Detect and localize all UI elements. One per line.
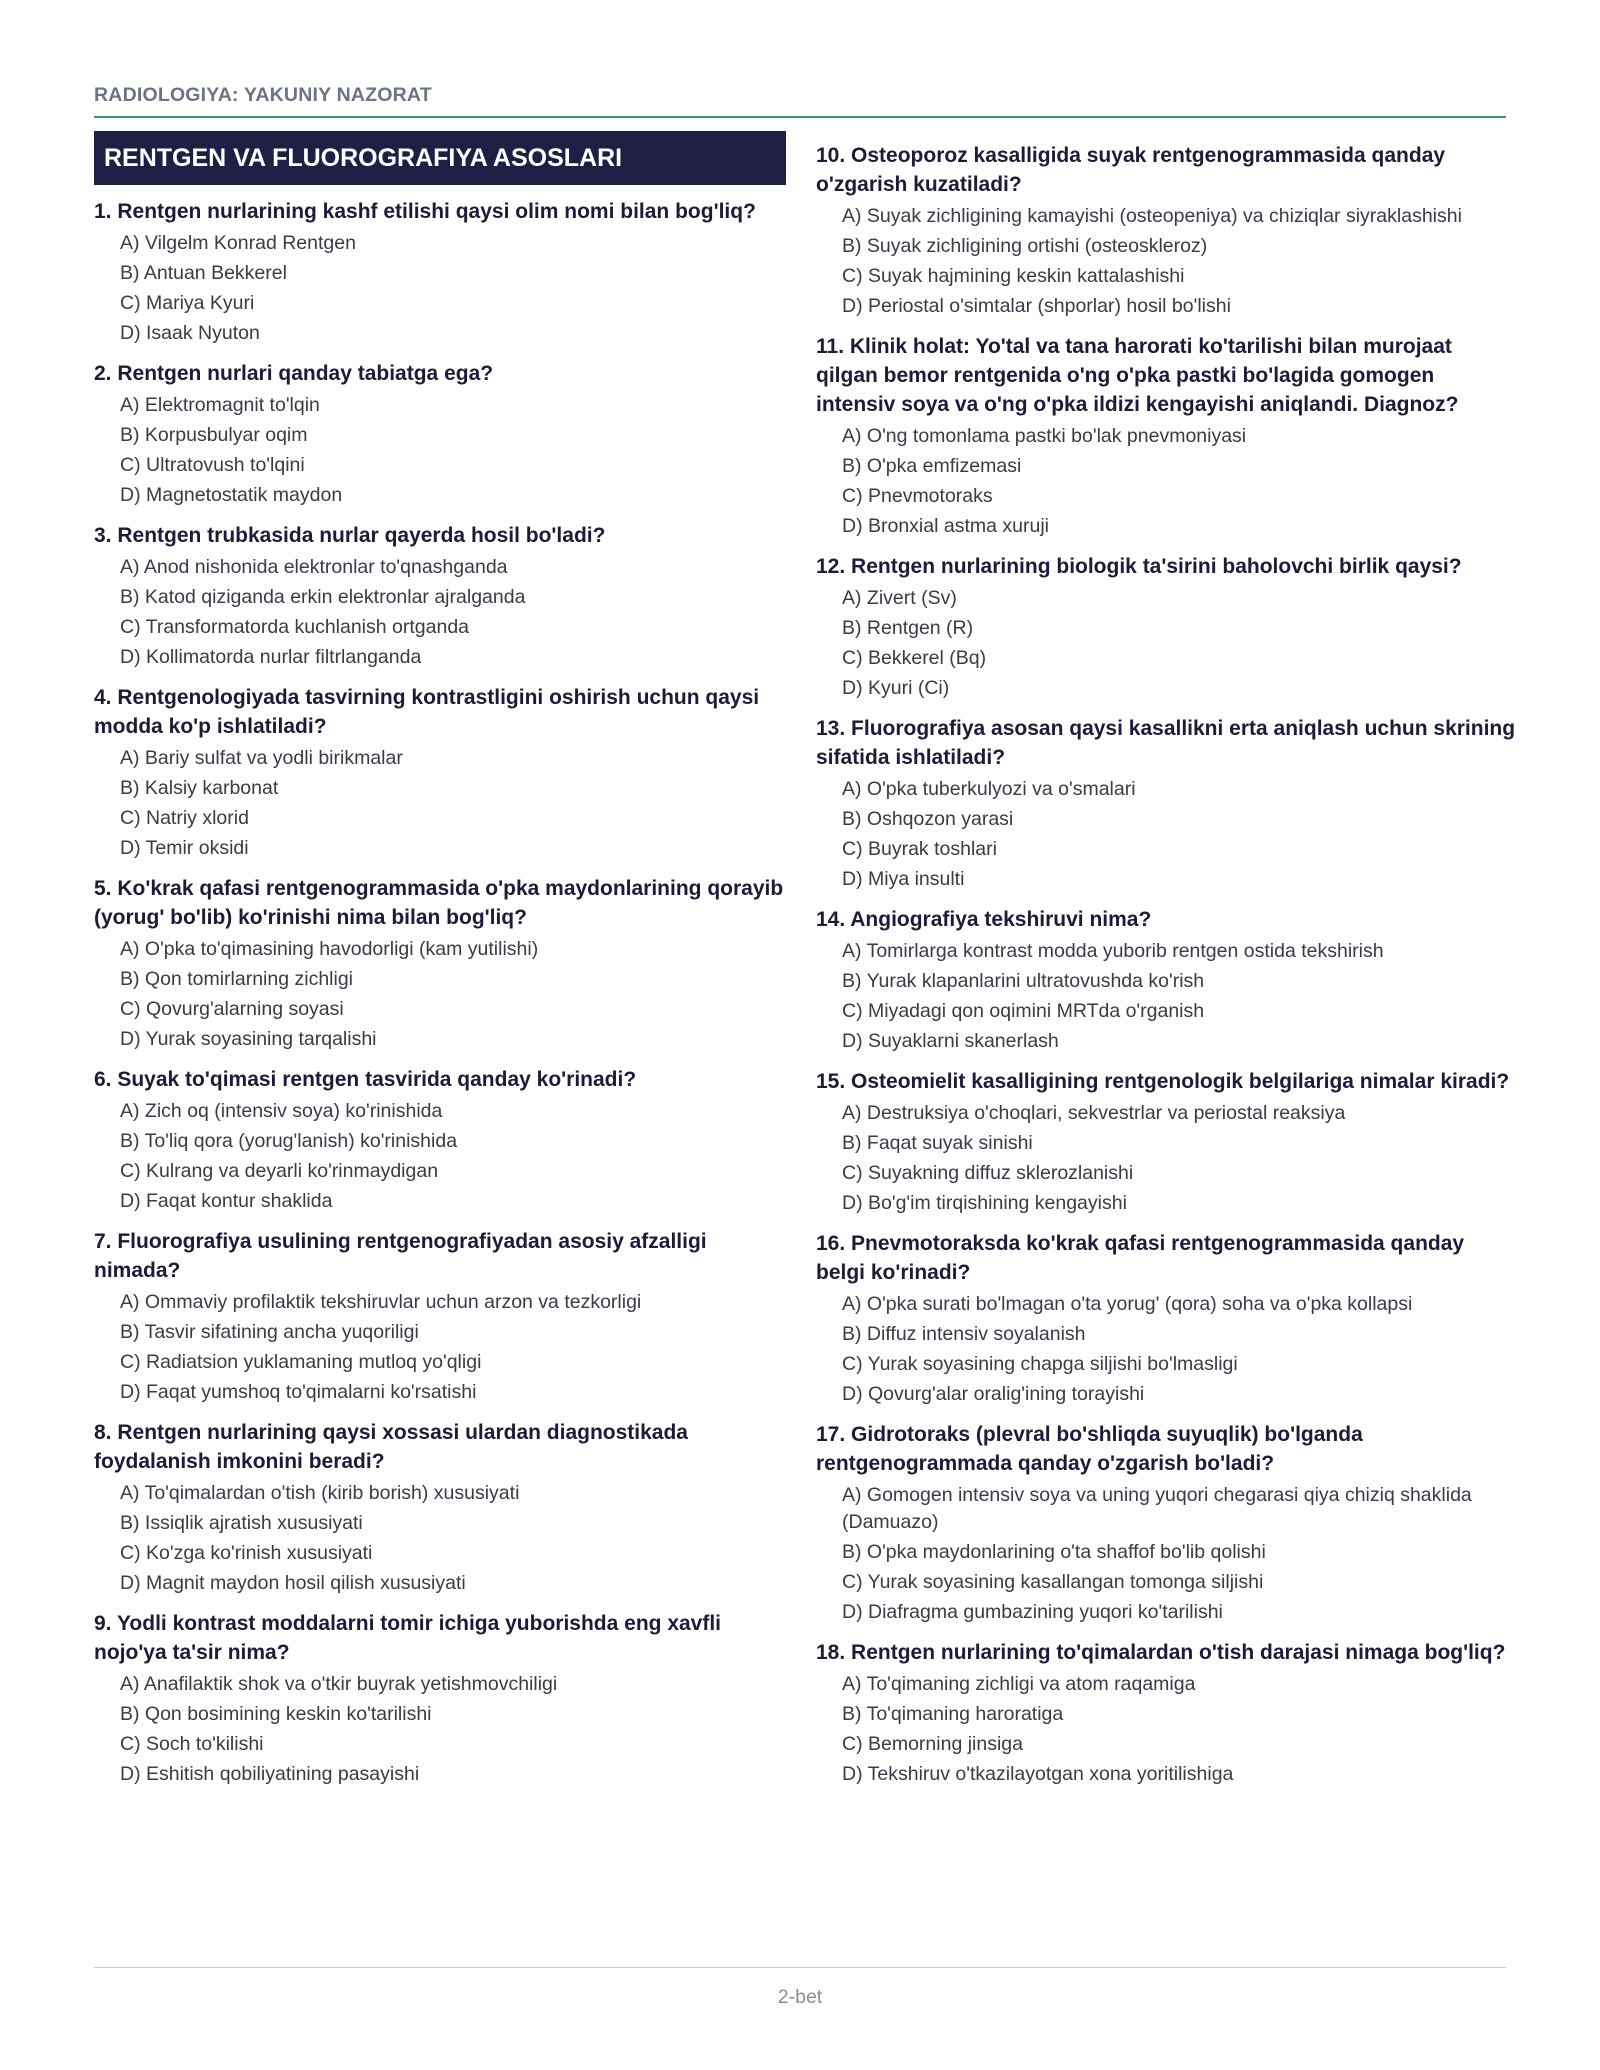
answer-option: C) Natriy xlorid [120,807,249,829]
answer-option: B) Kalsiy karbonat [120,777,279,799]
answer-option: D) Bo'g'im tirqishining kengayishi [842,1192,1127,1214]
answer-option: C) Suyakning diffuz sklerozlanishi [842,1162,1134,1184]
answer-options [94,1671,786,1788]
answer-option: C) Ultratovush to'lqini [120,454,305,476]
answer-option: A) Elektromagnit to'lqin [120,394,320,416]
page-number: 2-bet [777,1986,823,2008]
question-item [816,1420,1516,1626]
answer-option: C) Miyadagi qon oqimini MRTda o'rganish [842,1000,1205,1022]
answer-option: A) To'qimalardan o'tish (kirib borish) xususiyati [120,1482,520,1504]
answer-option: C) Transformatorda kuchlanish ortganda [120,616,470,638]
answer-options [94,936,786,1053]
answer-options [816,585,1516,702]
question-text: 4. Rentgenologiyada tasvirning kontrastligini oshirish uchun qaysi modda ko'p ishlatiladi? [94,686,760,738]
answer-option: D) Suyaklarni skanerlash [842,1030,1059,1052]
question-item [816,1067,1516,1217]
answer-option: B) Diffuz intensiv soyalanish [842,1323,1086,1345]
question-text: 11. Klinik holat: Yo'tal va tana harorati ko'tarilishi bilan murojaat qilgan bemor rentgenida o'ng o'pka pastki bo'lagida gomogen intensiv soya va o'ng o'pka ildizi kengayishi aniqlandi. Diagnoz? [816,335,1459,416]
question-text: 18. Rentgen nurlarining to'qimalardan o'tish darajasi nimaga bog'liq? [816,1641,1506,1664]
question-item [816,552,1516,702]
question-item [94,874,786,1053]
answer-option: C) Yurak soyasining kasallangan tomonga siljishi [842,1571,1264,1593]
answer-option: B) O'pka maydonlarining o'ta shaffof bo'lib qolishi [842,1541,1266,1563]
answer-option: A) O'pka to'qimasining havodorligi (kam yutilishi) [120,938,539,960]
answer-option: D) Magnetostatik maydon [120,484,343,506]
question-item [94,197,786,347]
question-text: 13. Fluorografiya asosan qaysi kasallikni erta aniqlash uchun skrining sifatida ishlatiladi? [816,717,1516,769]
answer-options [94,1098,786,1215]
answer-option: C) Buyrak toshlari [842,838,997,860]
answer-options [816,938,1516,1055]
answer-option: D) Bronxial astma xuruji [842,515,1049,537]
answer-option: A) Ommaviy profilaktik tekshiruvlar uchun arzon va tezkorligi [120,1291,642,1313]
question-text: 10. Osteoporoz kasalligida suyak rentgenogrammasida qanday o'zgarish kuzatiladi? [816,144,1446,196]
answer-option: C) Bemorning jinsiga [842,1733,1023,1755]
answer-options [94,1480,786,1597]
question-item [816,141,1516,320]
answer-options [94,230,786,347]
question-item [94,1227,786,1406]
question-text: 5. Ko'krak qafasi rentgenogrammasida o'pka maydonlarining qorayib (yorug' bo'lib) ko'rinishi nima bilan bog'liq? [94,877,784,929]
answer-option: B) To'qimaning haroratiga [842,1703,1064,1725]
answer-option: A) Anod nishonida elektronlar to'qnashganda [120,556,508,578]
answer-option: D) Isaak Nyuton [120,322,260,344]
question-item [94,1065,786,1215]
answer-option: D) Magnit maydon hosil qilish xususiyati [120,1572,466,1594]
answer-option: A) O'ng tomonlama pastki bo'lak pnevmoniyasi [842,425,1247,447]
question-item [816,714,1516,893]
answer-options [816,1671,1516,1788]
answer-option: C) Yurak soyasining chapga siljishi bo'lmasligi [842,1353,1238,1375]
question-text: 9. Yodli kontrast moddalarni tomir ichiga yuborishda eng xavfli nojo'ya ta'sir nima? [94,1612,722,1664]
answer-option: D) Tekshiruv o'tkazilayotgan xona yoritilishiga [842,1763,1234,1785]
answer-option: D) Faqat yumshoq to'qimalarni ko'rsatishi [120,1381,477,1403]
answer-option: A) Zivert (Sv) [842,587,957,609]
header-divider [94,116,1506,118]
answer-option: D) Kyuri (Ci) [842,677,950,699]
question-item [94,521,786,671]
right-column [816,131,1516,1800]
question-text: 6. Suyak to'qimasi rentgen tasvirida qanday ko'rinadi? [94,1068,637,1091]
question-text: 1. Rentgen nurlarining kashf etilishi qaysi olim nomi bilan bog'liq? [94,200,756,223]
left-column [94,131,786,1800]
question-text: 2. Rentgen nurlari qanday tabiatga ega? [94,362,494,385]
answer-option: B) To'liq qora (yorug'lanish) ko'rinishida [120,1130,458,1152]
answer-option: A) Anafilaktik shok va o'tkir buyrak yetishmovchiligi [120,1673,558,1695]
answer-option: C) Suyak hajmining keskin kattalashishi [842,265,1185,287]
question-text: 15. Osteomielit kasalligining rentgenologik belgilariga nimalar kiradi? [816,1070,1510,1093]
question-text: 12. Rentgen nurlarining biologik ta'sirini baholovchi birlik qaysi? [816,555,1462,578]
answer-options [816,776,1516,893]
question-item [94,1418,786,1597]
answer-option: B) Qon tomirlarning zichligi [120,968,354,990]
answer-option: A) To'qimaning zichligi va atom raqamiga [842,1673,1196,1695]
answer-option: A) Bariy sulfat va yodli birikmalar [120,747,403,769]
question-text: 17. Gidrotoraks (plevral bo'shliqda suyuqlik) bo'lganda rentgenogrammada qanday o'zgarish bo'ladi? [816,1423,1363,1475]
answer-option: B) Antuan Bekkerel [120,262,287,284]
answer-option: C) Kulrang va deyarli ko'rinmaydigan [120,1160,439,1182]
answer-options [94,1289,786,1406]
answer-option: B) Yurak klapanlarini ultratovushda ko'rish [842,970,1205,992]
answer-options [94,392,786,509]
answer-options [816,1100,1516,1217]
answer-option: D) Yurak soyasining tarqalishi [120,1028,377,1050]
answer-options [816,423,1516,540]
section-title: RENTGEN VA FLUOROGRAFIYA ASOSLARI [94,131,786,185]
answer-option: A) O'pka surati bo'lmagan o'ta yorug' (qora) soha va o'pka kollapsi [842,1293,1413,1315]
answer-option: B) Qon bosimining keskin ko'tarilishi [120,1703,432,1725]
answer-options [94,745,786,862]
question-text: 16. Pnevmotoraksda ko'krak qafasi rentgenogrammasida qanday belgi ko'rinadi? [816,1232,1465,1284]
answer-option: A) Tomirlarga kontrast modda yuborib rentgen ostida tekshirish [842,940,1384,962]
answer-options [816,1482,1516,1626]
answer-option: A) Gomogen intensiv soya va uning yuqori chegarasi qiya chiziq shaklida (Damuazo) [842,1484,1472,1533]
question-text: 7. Fluorografiya usulining rentgenografiyadan asosiy afzalligi nimada? [94,1230,707,1282]
answer-option: B) Rentgen (R) [842,617,974,639]
answer-option: B) Tasvir sifatining ancha yuqoriligi [120,1321,419,1343]
answer-option: B) O'pka emfizemasi [842,455,1022,477]
answer-option: C) Soch to'kilishi [120,1733,264,1755]
answer-option: C) Radiatsion yuklamaning mutloq yo'qligi [120,1351,482,1373]
answer-option: B) Faqat suyak sinishi [842,1132,1033,1154]
question-item [94,359,786,509]
answer-option: A) Vilgelm Konrad Rentgen [120,232,356,254]
question-item [816,1638,1516,1788]
footer-divider [94,1967,1506,1968]
answer-option: D) Temir oksidi [120,837,249,859]
answer-option: B) Korpusbulyar oqim [120,424,308,446]
answer-option: D) Kollimatorda nurlar filtrlanganda [120,646,422,668]
question-item [94,683,786,862]
answer-option: C) Bekkerel (Bq) [842,647,987,669]
answer-option: B) Katod qiziganda erkin elektronlar ajralganda [120,586,526,608]
answer-options [816,203,1516,320]
question-text: 3. Rentgen trubkasida nurlar qayerda hosil bo'ladi? [94,524,606,547]
answer-option: A) Destruksiya o'choqlari, sekvestrlar va periostal reaksiya [842,1102,1346,1124]
question-text: 14. Angiografiya tekshiruvi nima? [816,908,1152,931]
answer-option: A) O'pka tuberkulyozi va o'smalari [842,778,1136,800]
question-text: 8. Rentgen nurlarining qaysi xossasi ulardan diagnostikada foydalanish imkonini beradi? [94,1421,688,1473]
answer-options [94,554,786,671]
answer-option: D) Periostal o'simtalar (shporlar) hosil bo'lishi [842,295,1231,317]
answer-option: D) Eshitish qobiliyatining pasayishi [120,1763,420,1785]
answer-option: D) Faqat kontur shaklida [120,1190,333,1212]
question-item [816,332,1516,540]
question-item [816,905,1516,1055]
question-item [816,1229,1516,1408]
answer-option: A) Zich oq (intensiv soya) ko'rinishida [120,1100,443,1122]
answer-option: D) Miya insulti [842,868,965,890]
answer-option: B) Suyak zichligining ortishi (osteoskleroz) [842,235,1208,257]
question-item [94,1609,786,1788]
answer-options [816,1291,1516,1408]
answer-option: C) Qovurg'alarning soyasi [120,998,344,1020]
answer-option: B) Issiqlik ajratish xususiyati [120,1512,363,1534]
answer-option: C) Mariya Kyuri [120,292,255,314]
answer-option: D) Diafragma gumbazining yuqori ko'tarilishi [842,1601,1223,1623]
answer-option: B) Oshqozon yarasi [842,808,1014,830]
answer-option: C) Ko'zga ko'rinish xususiyati [120,1542,373,1564]
answer-option: D) Qovurg'alar oralig'ining torayishi [842,1383,1145,1405]
answer-option: A) Suyak zichligining kamayishi (osteopeniya) va chiziqlar siyraklashishi [842,205,1462,227]
answer-option: C) Pnevmotoraks [842,485,993,507]
running-header: RADIOLOGIYA: YAKUNIY NAZORAT [94,84,432,106]
